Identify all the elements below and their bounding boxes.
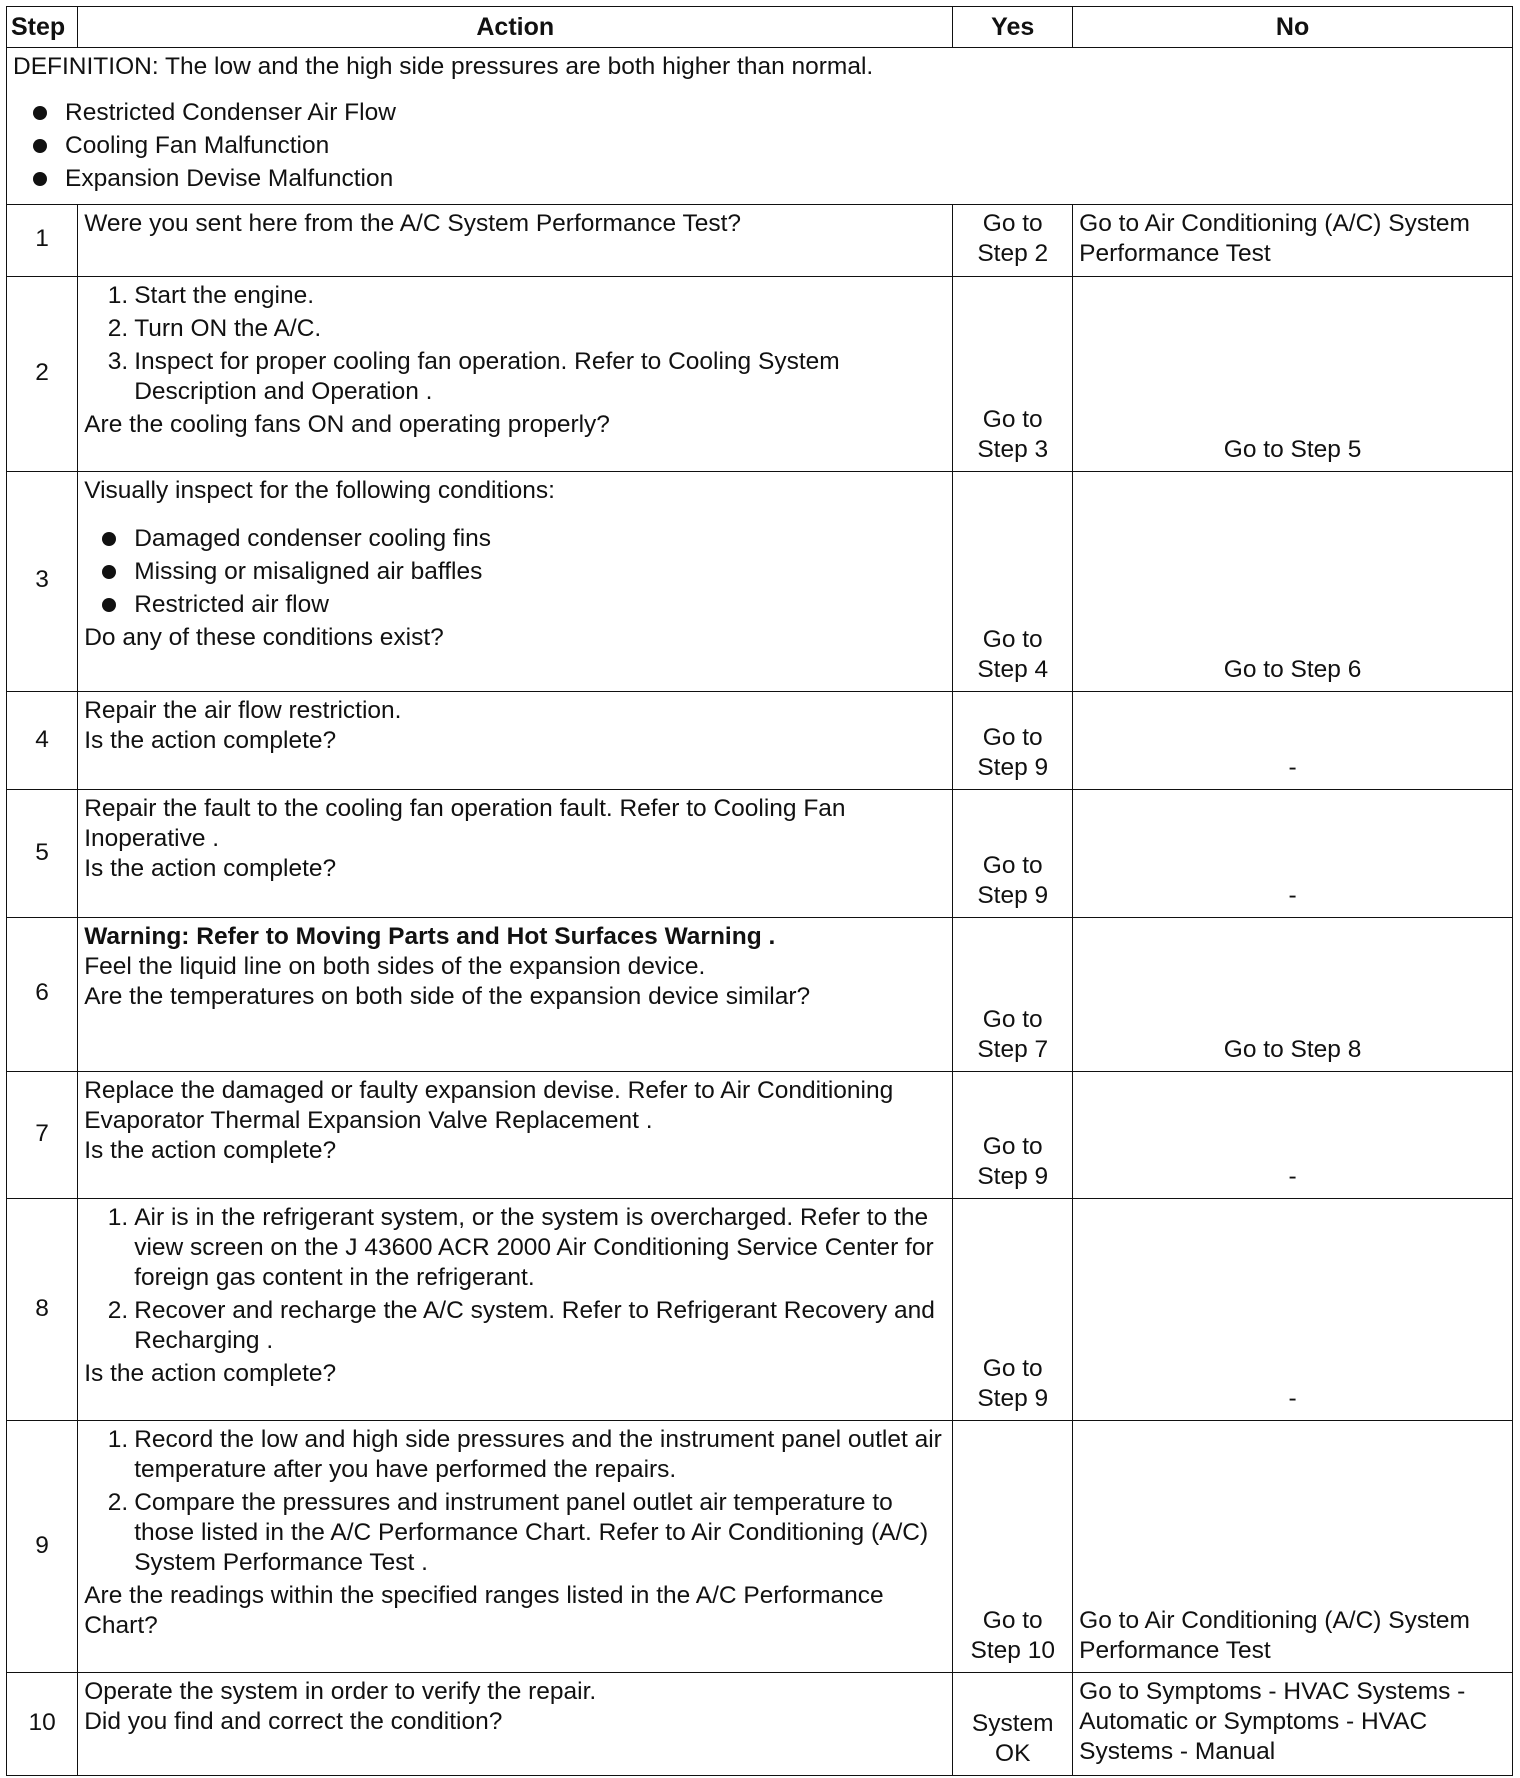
action-cell: [78, 277, 953, 472]
action-bullets: [84, 524, 946, 620]
step-number: 3: [7, 471, 78, 691]
step-number: 5: [7, 790, 78, 918]
definition-list: [13, 98, 1506, 194]
action-question: Are the readings within the specified ranges listed in the A/C Performance Chart?: [84, 1582, 884, 1640]
step-row-2: [7, 277, 1513, 472]
no-cell: Go to Symptoms - HVAC Systems - Automatic or Symptoms - HVAC Systems - Manual: [1073, 1673, 1513, 1776]
step-row-9: [7, 1421, 1513, 1673]
yes-cell: Go to Step 9: [953, 1199, 1073, 1421]
action-list: [84, 281, 946, 407]
action-intro: Visually inspect for the following conditions:: [84, 476, 555, 504]
action-question: Do any of these conditions exist?: [84, 623, 444, 651]
action-text: Replace the damaged or faulty expansion devise. Refer to Air Conditioning Evaporator Thermal Expansion Valve Replacement .: [84, 1076, 894, 1134]
diagnostic-table: [6, 6, 1513, 1776]
yes-cell: Go to Step 7: [953, 917, 1073, 1071]
step-number: 10: [7, 1673, 78, 1776]
action-question: Is the action complete?: [84, 726, 337, 754]
definition-cell: [7, 48, 1513, 205]
action-item: 2. Recover and recharge the A/C system. Refer to Refrigerant Recovery and Recharging .: [107, 1297, 935, 1355]
action-cell: [78, 204, 953, 276]
no-cell: Go to Step 8: [1073, 917, 1513, 1071]
yes-cell: System OK: [953, 1673, 1073, 1776]
no-cell: Go to Air Conditioning (A/C) System Performance Test: [1073, 204, 1513, 276]
header-no: No: [1073, 7, 1513, 48]
header-action: Action: [78, 7, 953, 48]
step-number: 2: [7, 277, 78, 472]
action-item: 2. Turn ON the A/C.: [107, 315, 322, 343]
step-number: 6: [7, 917, 78, 1071]
step-number: 1: [7, 204, 78, 276]
action-bullet: Restricted air flow: [84, 590, 946, 620]
action-cell: [78, 691, 953, 789]
step-row-8: [7, 1199, 1513, 1421]
no-cell: -: [1073, 1199, 1513, 1421]
action-cell: [78, 1071, 953, 1199]
action-cell: [78, 1421, 953, 1673]
action-question: Did you find and correct the condition?: [84, 1708, 503, 1736]
action-cell: [78, 471, 953, 691]
header-yes: Yes: [953, 7, 1073, 48]
action-text: Repair the fault to the cooling fan operation fault. Refer to Cooling Fan Inoperative .: [84, 795, 846, 853]
yes-cell: Go to Step 2: [953, 204, 1073, 276]
action-list: [84, 1425, 946, 1578]
header-step: Step: [7, 7, 78, 48]
action-cell: [78, 917, 953, 1071]
action-question: Are the temperatures on both side of the expansion device similar?: [84, 982, 811, 1010]
definition-text: DEFINITION: The low and the high side pressures are both higher than normal.: [13, 53, 874, 80]
action-list: [84, 1203, 946, 1356]
action-item: 1. Start the engine.: [107, 282, 315, 310]
action-question: Is the action complete?: [84, 855, 337, 883]
yes-cell: Go to Step 9: [953, 691, 1073, 789]
action-bullet: Missing or misaligned air baffles: [84, 557, 946, 587]
action-question: Is the action complete?: [84, 1360, 337, 1388]
action-text: Feel the liquid line on both sides of the expansion device.: [84, 952, 706, 980]
header-row: [7, 7, 1513, 48]
step-row-6: [7, 917, 1513, 1071]
step-number: 4: [7, 691, 78, 789]
step-number: 9: [7, 1421, 78, 1673]
definition-row: [7, 48, 1513, 205]
yes-cell: Go to Step 10: [953, 1421, 1073, 1673]
no-cell: -: [1073, 790, 1513, 918]
step-row-4: [7, 691, 1513, 789]
action-bullet: Damaged condenser cooling fins: [84, 524, 946, 554]
step-number: 8: [7, 1199, 78, 1421]
no-cell: -: [1073, 1071, 1513, 1199]
action-item: 1. Air is in the refrigerant system, or the system is overcharged. Refer to the view screen on the J 43600 ACR 2000 Air Conditioning Service Center for foreign gas content in the refrigerant.: [107, 1204, 934, 1292]
step-row-7: [7, 1071, 1513, 1199]
definition-bullet: Expansion Devise Malfunction: [13, 164, 1506, 194]
yes-cell: Go to Step 4: [953, 471, 1073, 691]
definition-bullet: Cooling Fan Malfunction: [13, 131, 1506, 161]
action-item: 1. Record the low and high side pressures and the instrument panel outlet air temperature after you have performed the repairs.: [107, 1426, 942, 1484]
action-text: Were you sent here from the A/C System Performance Test?: [84, 209, 742, 237]
yes-cell: Go to Step 9: [953, 790, 1073, 918]
step-number: 7: [7, 1071, 78, 1199]
action-question: Are the cooling fans ON and operating properly?: [84, 411, 610, 439]
step-row-10: [7, 1673, 1513, 1776]
warning-text: Warning: Refer to Moving Parts and Hot Surfaces Warning .: [84, 922, 776, 950]
action-question: Is the action complete?: [84, 1136, 337, 1164]
no-cell: Go to Air Conditioning (A/C) System Performance Test: [1073, 1421, 1513, 1673]
no-cell: Go to Step 6: [1073, 471, 1513, 691]
definition-bullet: Restricted Condenser Air Flow: [13, 98, 1506, 128]
action-cell: [78, 1673, 953, 1776]
action-item: 2. Compare the pressures and instrument panel outlet air temperature to those listed in the A/C Performance Chart. Refer to Air Conditioning (A/C) System Performance Test .: [107, 1489, 929, 1577]
step-row-1: [7, 204, 1513, 276]
action-item: 3. Inspect for proper cooling fan operation. Refer to Cooling System Description and Operation .: [107, 348, 840, 406]
action-cell: [78, 1199, 953, 1421]
action-text: Repair the air flow restriction.: [84, 696, 402, 724]
yes-cell: Go to Step 3: [953, 277, 1073, 472]
action-text: Operate the system in order to verify the repair.: [84, 1678, 597, 1706]
no-cell: Go to Step 5: [1073, 277, 1513, 472]
step-row-3: [7, 471, 1513, 691]
step-row-5: [7, 790, 1513, 918]
yes-cell: Go to Step 9: [953, 1071, 1073, 1199]
no-cell: -: [1073, 691, 1513, 789]
action-cell: [78, 790, 953, 918]
